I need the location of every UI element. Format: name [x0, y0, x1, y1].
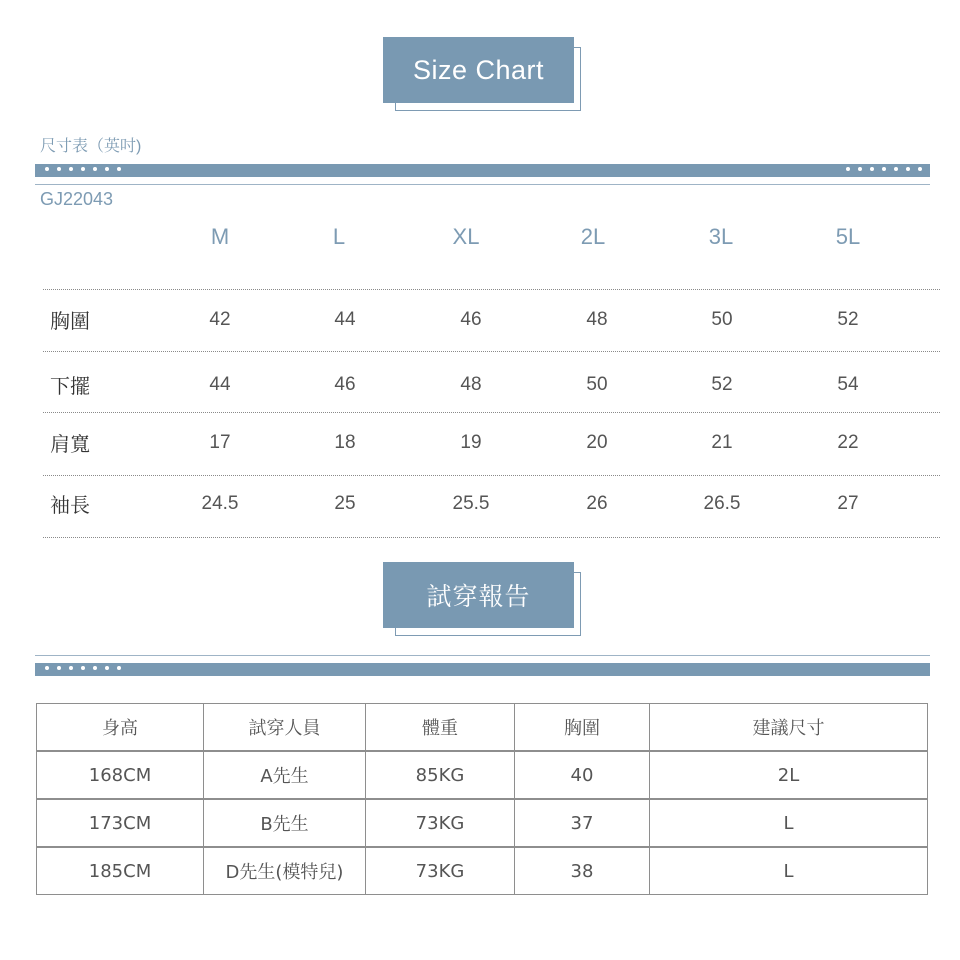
- size-value: 46: [334, 374, 356, 395]
- cell-weight: 73KG: [366, 799, 515, 847]
- size-value: 44: [334, 309, 356, 330]
- size-header-cell: 3L: [708, 224, 734, 249]
- size-value: 42: [209, 309, 231, 330]
- dots-right: [846, 167, 922, 171]
- cell-tester: D先生(模特兒): [204, 847, 366, 895]
- cell-height: 185CM: [37, 847, 204, 895]
- cell-suggested-size: L: [650, 847, 928, 895]
- size-value: 54: [837, 374, 859, 395]
- size-value: 50: [586, 374, 608, 395]
- size-value: 25: [334, 493, 356, 514]
- size-value: 50: [711, 309, 733, 330]
- size-header-cell: 2L: [580, 224, 606, 249]
- cell-height: 168CM: [37, 751, 204, 799]
- row-label: 袖長: [50, 495, 90, 517]
- table-row: [37, 751, 928, 799]
- divider-line: [35, 184, 930, 185]
- cell-weight: 73KG: [366, 847, 515, 895]
- size-chart-title-badge: [383, 37, 574, 103]
- size-header-cell: L: [332, 224, 346, 249]
- header-tester: 試穿人員: [204, 704, 366, 752]
- divider-line: [35, 655, 930, 656]
- size-value: 26.5: [703, 493, 741, 514]
- size-value: 22: [837, 432, 859, 453]
- row-divider: [43, 537, 940, 538]
- size-chart-subtitle: 尺寸表（英吋): [40, 138, 142, 155]
- decorative-bar-top: [35, 164, 930, 177]
- try-on-title-badge: [383, 562, 574, 628]
- size-row-sleeve: [0, 489, 960, 523]
- cell-chest: 37: [515, 799, 650, 847]
- cell-chest: 40: [515, 751, 650, 799]
- decorative-bar-bottom: [35, 663, 930, 676]
- row-divider: [43, 412, 940, 413]
- size-value: 52: [711, 374, 733, 395]
- row-divider: [43, 289, 940, 290]
- size-value: 19: [460, 432, 482, 453]
- size-value: 26: [586, 493, 608, 514]
- size-value: 17: [209, 432, 231, 453]
- cell-tester: A先生: [204, 751, 366, 799]
- size-value: 24.5: [201, 493, 239, 514]
- dots-left: [45, 666, 121, 670]
- size-value: 18: [334, 432, 356, 453]
- try-on-title: 試穿報告: [383, 562, 574, 628]
- size-chart-title: Size Chart: [383, 37, 574, 103]
- row-label: 肩寬: [50, 434, 90, 456]
- table-header-row: [37, 704, 928, 752]
- size-value: 20: [586, 432, 608, 453]
- header-height: 身高: [37, 704, 204, 752]
- cell-height: 173CM: [37, 799, 204, 847]
- row-label: 下擺: [50, 376, 90, 398]
- header-chest: 胸圍: [515, 704, 650, 752]
- row-divider: [43, 475, 940, 476]
- size-value: 46: [460, 309, 482, 330]
- size-value: 21: [711, 432, 733, 453]
- cell-weight: 85KG: [366, 751, 515, 799]
- try-on-table: [36, 703, 928, 895]
- size-row-hem: [0, 370, 960, 404]
- cell-tester: B先生: [204, 799, 366, 847]
- size-row-chest: [0, 305, 960, 339]
- row-divider: [43, 351, 940, 352]
- row-label: 胸圍: [50, 311, 90, 333]
- cell-suggested-size: L: [650, 799, 928, 847]
- size-value: 48: [460, 374, 482, 395]
- size-row-shoulder: [0, 428, 960, 462]
- cell-suggested-size: 2L: [650, 751, 928, 799]
- size-header-cell: XL: [452, 224, 480, 249]
- size-header-row: [0, 224, 960, 256]
- dots-left: [45, 167, 121, 171]
- size-value: 27: [837, 493, 859, 514]
- header-suggested-size: 建議尺寸: [650, 704, 928, 752]
- size-value: 48: [586, 309, 608, 330]
- cell-chest: 38: [515, 847, 650, 895]
- size-value: 44: [209, 374, 231, 395]
- size-header-cell: 5L: [835, 224, 861, 249]
- product-code: GJ22043: [40, 189, 114, 209]
- table-row: [37, 847, 928, 895]
- size-value: 25.5: [452, 493, 490, 514]
- size-value: 52: [837, 309, 859, 330]
- header-weight: 體重: [366, 704, 515, 752]
- size-header-cell: M: [210, 224, 230, 249]
- table-row: [37, 799, 928, 847]
